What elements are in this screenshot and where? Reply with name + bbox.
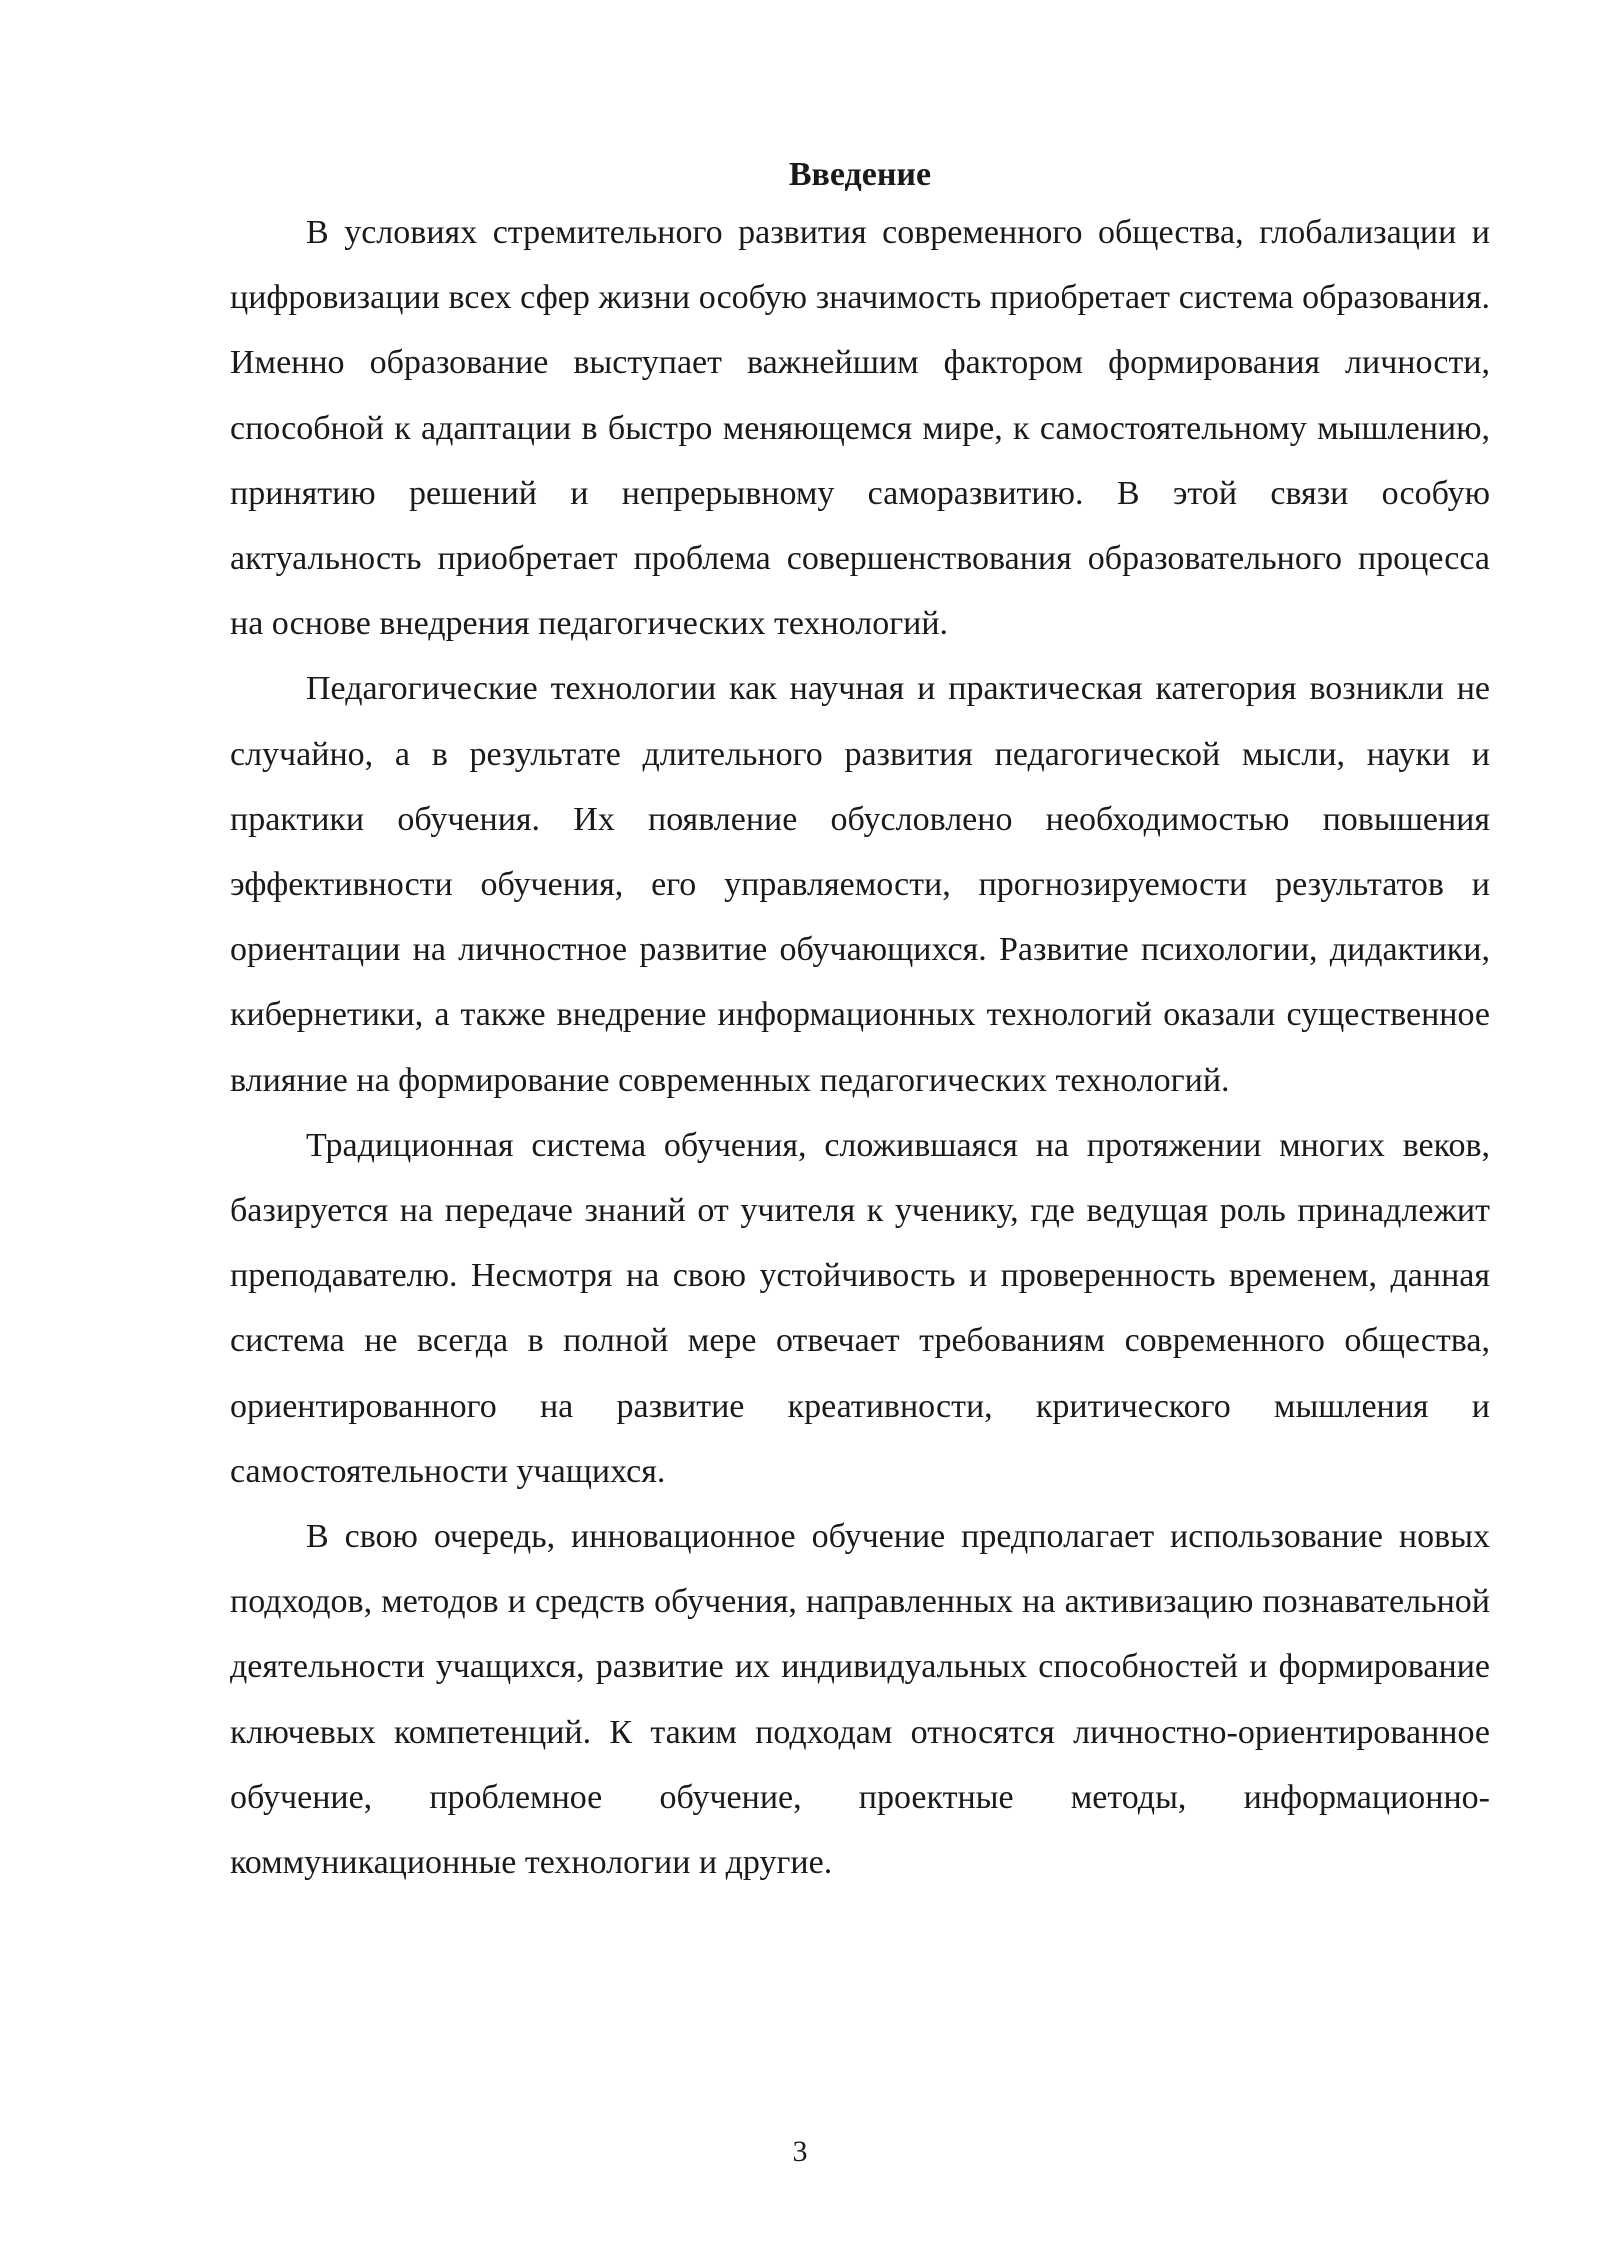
page-number: 3: [792, 2135, 808, 2168]
paragraph-1: В условиях стремительного развития современного общества, глобализации и цифровизации всех сфер жизни особую значимость приобретает система образования. Именно образование выступает важнейшим фактором формирования личности, способной к адаптации в быстро меняющемся мире, к самостоятельному мышлению, принятию решений и непрерывному саморазвитию. В этой связи особую актуальность приобретает проблема совершенствования образовательного процесса на основе внедрения педагогических технологий.: [230, 214, 1490, 643]
page-title: Введение: [788, 156, 932, 193]
paragraph-2: Педагогические технологии как научная и практическая категория возникли не случайно, а в результате длительного развития педагогической мысли, науки и практики обучения. Их появление обусловлено необходимостью повышения эффективности обучения, его управляемости, прогнозируемости результатов и ориентации на личностное развитие обучающихся. Развитие психологии, дидактики, кибернетики, а также внедрение информационных технологий оказали существенное влияние на формирование современных педагогических технологий.: [230, 670, 1490, 1099]
page-content: [230, 150, 1490, 1895]
paragraph-4: В свою очередь, инновационное обучение предполагает использование новых подходов, методов и средств обучения, направленных на активизацию познавательной деятельности учащихся, развитие их индивидуальных способностей и формирование ключевых компетенций. К таким подходам относятся личностно-ориентированное обучение, проблемное обучение, проектные методы, информационно-коммуникационные технологии и другие.: [230, 1518, 1490, 1882]
paragraph-3: Традиционная система обучения, сложившаяся на протяжении многих веков, базируется на передаче знаний от учителя к ученику, где ведущая роль принадлежит преподавателю. Несмотря на свою устойчивость и проверенность временем, данная система не всегда в полной мере отвечает требованиям современного общества, ориентированного на развитие креативности, критического мышления и самостоятельности учащихся.: [230, 1126, 1490, 1490]
